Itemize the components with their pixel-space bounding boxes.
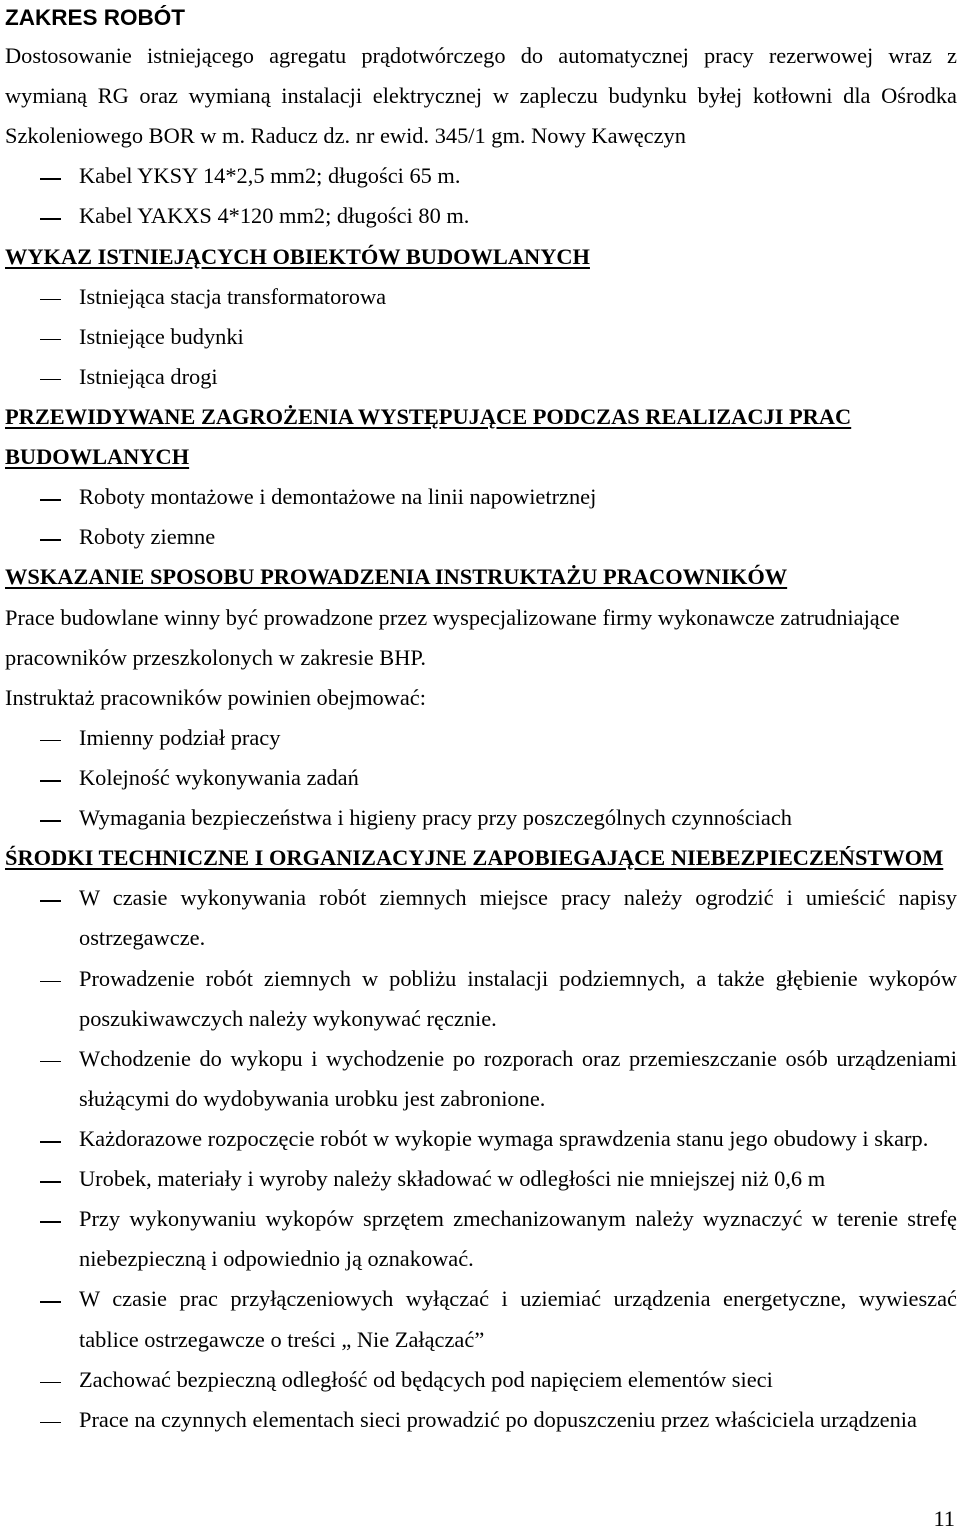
list-item-text: Imienny podział pracy (79, 724, 281, 750)
scope-description-line: wymianą RG oraz wymianą instalacji elektrycznej w zapleczu budynku byłej kotłowni dla Ośrodka (5, 83, 957, 109)
section-heading (5, 397, 957, 437)
section-heading-text: ŚRODKI TECHNICZNE I ORGANIZACYJNE ZAPOBIEGAJĄCE NIEBEZPIECZEŃSTWOM (5, 845, 944, 871)
dash-bullet-icon (40, 379, 61, 381)
dash-bullet-icon (40, 981, 61, 983)
training-description-line: pracowników przeszkolonych w zakresie BHP. (5, 644, 426, 670)
safety-measures-section (5, 838, 957, 1440)
list-item (5, 156, 957, 196)
training-scope-intro: Instruktaż pracowników powinien obejmować: (5, 684, 426, 710)
list-item (5, 517, 957, 557)
list-item (5, 1360, 957, 1400)
list-item-text: poszukiwawczych należy wykonywać ręcznie. (79, 1005, 497, 1031)
list-item (5, 317, 957, 357)
dash-bullet-icon (40, 780, 61, 782)
dash-bullet-icon (40, 1221, 61, 1223)
scope-section (5, 36, 957, 237)
list-item-text: Urobek, materiały i wyroby należy składować w odległości nie mniejszej niż 0,6 m (79, 1166, 826, 1192)
list-item (5, 1400, 957, 1440)
list-item-text: W czasie prac przyłączeniowych wyłączać i uziemiać urządzenia energetyczne, wywieszać (79, 1286, 957, 1312)
list-item-text: Istniejąca drogi (79, 363, 218, 389)
scope-description-line: Dostosowanie istniejącego agregatu prądotwórczego do automatycznej pracy rezerwowej wraz z (5, 43, 957, 68)
list-item-text: Wymagania bezpieczeństwa i higieny pracy przy poszczególnych czynnościach (79, 805, 792, 831)
dash-bullet-icon (40, 1141, 61, 1143)
section-title-scope-of-work: ZAKRES ROBÓT (5, 5, 185, 30)
list-item (5, 758, 957, 798)
list-item-text: niebezpieczną i odpowiednio ją oznakować. (79, 1246, 474, 1272)
section-heading (5, 437, 957, 477)
existing-objects-section (5, 237, 957, 397)
list-item (5, 1159, 957, 1199)
list-item (5, 277, 957, 317)
section-heading-text: WYKAZ ISTNIEJĄCYCH OBIEKTÓW BUDOWLANYCH (5, 243, 590, 269)
hazards-section (5, 397, 957, 557)
page-content (5, 0, 957, 1440)
list-item-text: Istniejące budynki (79, 323, 244, 349)
section-heading (5, 237, 957, 277)
dash-bullet-icon (40, 1301, 61, 1303)
scope-description-line: Szkoleniowego BOR w m. Raducz dz. nr ewid. 345/1 gm. Nowy Kawęczyn (5, 123, 686, 149)
list-item-text: Kabel YAKXS 4*120 mm2; długości 80 m. (79, 203, 470, 229)
dash-bullet-icon (40, 1181, 61, 1183)
dash-bullet-icon (40, 820, 61, 822)
list-item-text: tablice ostrzegawcze o treści „ Nie Załączać” (79, 1326, 485, 1352)
list-item (5, 798, 957, 838)
section-heading-text: BUDOWLANYCH (5, 444, 190, 470)
list-item (5, 196, 957, 236)
dash-bullet-icon (40, 539, 61, 541)
list-item-text: Kolejność wykonywania zadań (79, 764, 359, 790)
list-item (5, 477, 957, 517)
list-item (5, 959, 957, 1039)
section-heading (5, 557, 957, 597)
list-item (5, 1279, 957, 1359)
list-item (5, 1199, 957, 1279)
section-heading (5, 838, 957, 878)
list-item-text: Prace na czynnych elementach sieci prowadzić po dopuszczeniu przez właściciela urządzenia (79, 1406, 917, 1432)
list-item (5, 1039, 957, 1119)
training-description-line: Prace budowlane winny być prowadzone przez wyspecjalizowane firmy wykonawcze zatrudniające (5, 604, 900, 630)
dash-bullet-icon (40, 900, 61, 902)
list-item-text: Każdorazowe rozpoczęcie robót w wykopie wymaga sprawdzenia stanu jego obudowy i skarp. (79, 1125, 929, 1151)
list-item-text: Roboty ziemne (79, 524, 216, 550)
dash-bullet-icon (40, 740, 61, 742)
list-item-text: Istniejąca stacja transformatorowa (79, 283, 387, 309)
list-item-text: Zachować bezpieczną odległość od będących pod napięciem elementów sieci (79, 1366, 773, 1392)
dash-bullet-icon (40, 218, 61, 220)
list-item (5, 878, 957, 958)
dash-bullet-icon (40, 1422, 61, 1424)
list-item-text: Kabel YKSY 14*2,5 mm2; długości 65 m. (79, 163, 461, 189)
list-item-text: Wchodzenie do wykopu i wychodzenie po rozporach oraz przemieszczanie osób urządzeniami (79, 1045, 957, 1071)
list-item-text: Prowadzenie robót ziemnych w pobliżu instalacji podziemnych, a także głębienie wykopów (79, 965, 957, 991)
section-heading-text: PRZEWIDYWANE ZAGROŻENIA WYSTĘPUJĄCE PODCZAS REALIZACJI PRAC (5, 403, 852, 429)
dash-bullet-icon (40, 499, 61, 501)
list-item-text: W czasie wykonywania robót ziemnych miejsce pracy należy ogrodzić i umieścić napisy (79, 885, 957, 911)
dash-bullet-icon (40, 339, 61, 341)
list-item-text: służącymi do wydobywania urobku jest zabronione. (79, 1085, 546, 1111)
list-item-text: ostrzegawcze. (79, 925, 206, 951)
list-item (5, 1119, 957, 1159)
dash-bullet-icon (40, 1382, 61, 1384)
section-heading-text: WSKAZANIE SPOSOBU PROWADZENIA INSTRUKTAŻU PRACOWNIKÓW (5, 564, 788, 590)
dash-bullet-icon (40, 299, 61, 301)
training-section (5, 557, 957, 838)
dash-bullet-icon (40, 1061, 61, 1063)
page-number: 11 (933, 1506, 955, 1531)
dash-bullet-icon (40, 178, 61, 180)
list-item (5, 718, 957, 758)
list-item-text: Roboty montażowe i demontażowe na linii napowietrznej (79, 484, 597, 510)
list-item (5, 357, 957, 397)
list-item-text: Przy wykonywaniu wykopów sprzętem zmechanizowanym należy wyznaczyć w terenie strefę (79, 1206, 957, 1232)
